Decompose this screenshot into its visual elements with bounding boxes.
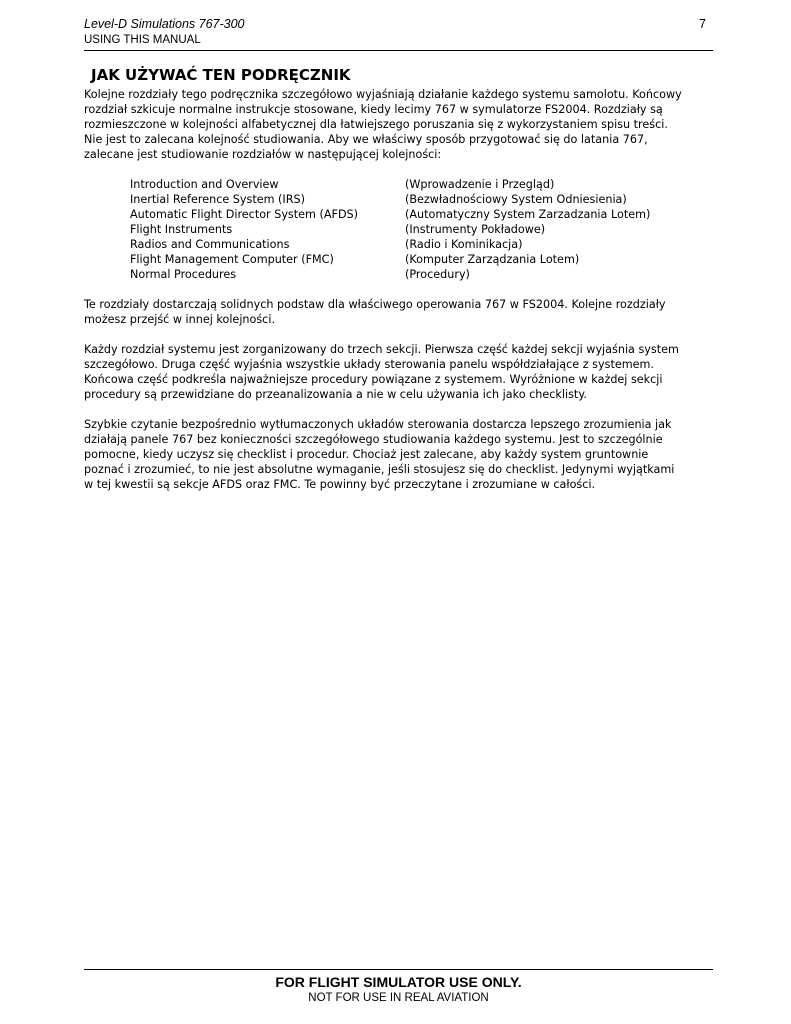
paragraph-line: Kolejne rozdziały tego podręcznika szczegółowo wyjaśniają działanie każdego systemu samolotu. Końcowy [84,88,682,101]
chapter-name-pl: (Instrumenty Pokładowe) [405,223,546,236]
chapter-name-en: Radios and Communications [130,238,290,251]
chapter-name-en: Flight Management Computer (FMC) [130,253,334,266]
spacer [84,402,714,417]
paragraph-line: rozdział szkicuje normalne instrukcje stosowane, kiedy lecimy 767 w symulatorze FS2004. Rozdziały są [84,103,663,116]
spacer [84,327,714,342]
chapter-name-en: Flight Instruments [130,223,233,236]
paragraph-line: Każdy rozdział systemu jest zorganizowany do trzech sekcji. Pierwsza część każdej sekcji wyjaśnia system [84,343,679,356]
chapter-name-pl: (Wprowadzenie i Przegląd) [405,178,555,191]
list-item [130,207,714,222]
list-item [130,252,714,267]
page-number: 7 [699,17,706,31]
paragraph-line: poznać i zrozumieć, to nie jest absolutne wymaganie, jeśli stosujesz się do checklist. Jedynymi wyjątkami [84,463,675,476]
paragraph-line: Końcowa część podkreśla najważniejsze procedury powiązane z systemem. Wyróżnione w każdej sekcji [84,373,663,386]
paragraph-line: zalecane jest studiowanie rozdziałów w następującej kolejności: [84,148,442,161]
list-item [130,222,714,237]
chapter-name-en: Inertial Reference System (IRS) [130,193,305,206]
page-heading: JAK UŻYWAĆ TEN PODRĘCZNIK [91,66,351,84]
intro-paragraph [84,87,714,162]
paragraph-line: Te rozdziały dostarczają solidnych podstaw dla właściwego operowania 767 w FS2004. Kolejne rozdziały [84,298,666,311]
quick-reading-paragraph [84,417,714,492]
paragraph-line: szczegółowo. Druga część wyjaśnia wszystkie układy sterowania panelu współdziałające z systemem. [84,358,654,371]
list-item [130,237,714,252]
page-footer [84,969,713,1006]
chapter-name-en: Normal Procedures [130,268,237,281]
sections-paragraph [84,342,714,402]
spacer [84,282,714,297]
real-aviation-disclaimer: NOT FOR USE IN REAL AVIATION [308,992,489,1004]
paragraph-line: Szybkie czytanie bezpośrednio wytłumaczonych układów sterowania dostarcza lepszego zrozumienia jak [84,418,672,431]
paragraph-line: działają panele 767 bez konieczności szczegółowego studiowania każdego systemu. Jest to szczególnie [84,433,663,446]
list-item [130,267,714,282]
chapter-name-pl: (Procedury) [405,268,470,281]
document-title: Level-D Simulations 767-300 [84,17,245,31]
chapter-name-en: Introduction and Overview [130,178,279,191]
page-body [84,63,714,492]
paragraph-line: Nie jest to zalecana kolejność studiowania. Aby we właściwy sposób przygotować się do latania 767, [84,133,648,146]
foundation-paragraph [84,297,714,327]
simulator-use-notice: FOR FLIGHT SIMULATOR USE ONLY. [275,974,522,990]
list-item [130,177,714,192]
chapter-name-pl: (Komputer Zarządzania Lotem) [405,253,580,266]
chapter-name-en: Automatic Flight Director System (AFDS) [130,208,359,221]
paragraph-line: procedury są przewidziane do przeanalizowania a nie w celu używania ich jako checklisty. [84,388,587,401]
paragraph-line: w tej kwestii są sekcje AFDS oraz FMC. Te powinny być przeczytane i zrozumiane w całości. [84,478,596,491]
chapter-name-pl: (Bezwładnościowy System Odniesienia) [405,193,627,206]
spacer [84,162,714,177]
chapter-order-list [84,177,714,282]
section-name: USING THIS MANUAL [84,34,201,46]
paragraph-line: pomocne, kiedy uczysz się checklist i procedur. Chociaż jest zalecane, aby każdy system gruntownie [84,448,649,461]
chapter-name-pl: (Automatyczny System Zarzadzania Lotem) [405,208,651,221]
list-item [130,192,714,207]
paragraph-line: rozmieszczone w kolejności alfabetycznej dla łatwiejszego poruszania się z wykorzystaniem spisu treści. [84,118,668,131]
chapter-name-pl: (Radio i Kominikacja) [405,238,523,251]
paragraph-line: możesz przejść w innej kolejności. [84,313,276,326]
page-header [84,16,713,51]
